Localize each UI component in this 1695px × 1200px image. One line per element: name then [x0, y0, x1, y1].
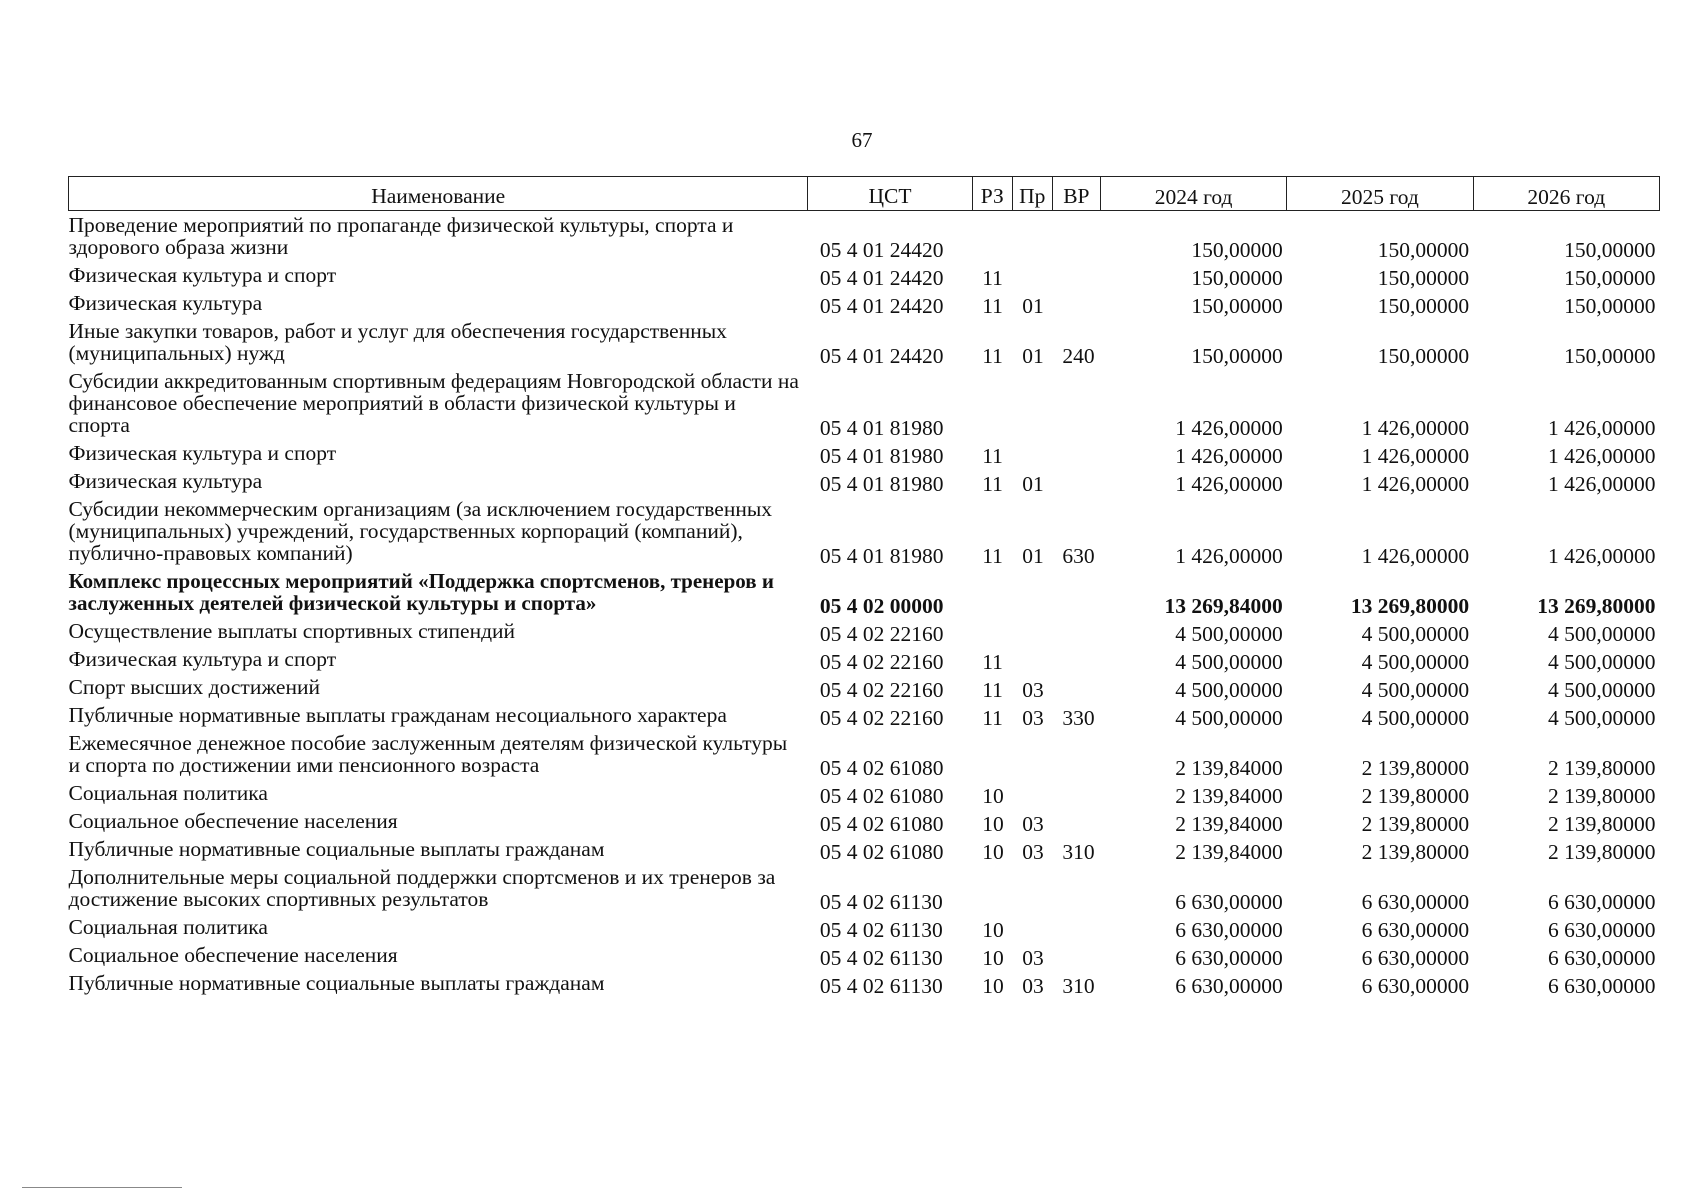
cell-cst: 05 4 01 24420: [819, 266, 944, 290]
cell-pr: [1012, 863, 1052, 913]
cell-name: Дополнительные меры социальной поддержки спортсменов и их тренеров за достижение высоких спортивных результатов: [68, 865, 776, 911]
cell-y2024: 1 426,00000: [1175, 544, 1283, 568]
cell-pr: 03: [1022, 678, 1044, 702]
cell-pr: 01: [1022, 472, 1044, 496]
cell-vr: [1052, 367, 1100, 439]
cell-y2025: 6 630,00000: [1361, 890, 1470, 914]
table-row: [69, 673, 1660, 701]
cell-name: Иные закупки товаров, работ и услуг для обеспечения государственных (муниципальных) нужд: [68, 319, 727, 365]
cell-y2024: 150,00000: [1191, 238, 1283, 262]
cell-cst: 05 4 01 81980: [819, 444, 944, 468]
cell-pr: 03: [1022, 946, 1044, 970]
scan-edge-line: [22, 1187, 182, 1188]
table-row: [69, 969, 1660, 997]
table-row: [69, 495, 1660, 567]
cell-pr: 03: [1022, 840, 1044, 864]
cell-name: Публичные нормативные социальные выплаты гражданам: [68, 971, 605, 995]
cell-y2024: 1 426,00000: [1175, 472, 1283, 496]
cell-y2025: 4 500,00000: [1361, 650, 1470, 674]
cell-name: Социальная политика: [68, 915, 268, 939]
cell-rz: 11: [982, 472, 1003, 496]
cell-vr: [1052, 941, 1100, 969]
cell-pr: [1012, 645, 1052, 673]
cell-y2026: 1 426,00000: [1548, 444, 1656, 468]
cell-rz: [972, 729, 1012, 779]
cell-rz: 11: [982, 344, 1003, 368]
table-body: [69, 211, 1660, 998]
cell-y2024: 4 500,00000: [1175, 706, 1283, 730]
cell-name: Физическая культура: [68, 469, 263, 493]
cell-y2024: 6 630,00000: [1175, 974, 1283, 998]
cell-pr: [1012, 567, 1052, 617]
cell-rz: [972, 367, 1012, 439]
cell-y2026: 150,00000: [1564, 238, 1656, 262]
cell-rz: 11: [982, 706, 1003, 730]
cell-y2026: 1 426,00000: [1548, 544, 1656, 568]
cell-rz: 10: [982, 974, 1004, 998]
cell-pr: 01: [1022, 344, 1044, 368]
table-row: [69, 645, 1660, 673]
cell-y2025: 2 139,80000: [1361, 756, 1470, 780]
cell-vr: 630: [1062, 544, 1095, 568]
cell-vr: 240: [1062, 344, 1095, 368]
cell-pr: 03: [1022, 812, 1044, 836]
cell-cst: 05 4 02 22160: [819, 678, 944, 702]
cell-pr: [1012, 211, 1052, 262]
cell-pr: [1012, 729, 1052, 779]
cell-pr: [1012, 617, 1052, 645]
cell-name: Физическая культура и спорт: [68, 441, 337, 465]
cell-y2026: 6 630,00000: [1548, 918, 1656, 942]
table-row: [69, 289, 1660, 317]
cell-pr: 01: [1022, 544, 1044, 568]
cell-y2025: 4 500,00000: [1361, 622, 1470, 646]
table-row: [69, 617, 1660, 645]
table-row: [69, 439, 1660, 467]
table-row: [69, 467, 1660, 495]
cell-name: Публичные нормативные социальные выплаты гражданам: [68, 837, 605, 861]
cell-rz: 10: [982, 784, 1004, 808]
cell-name: Проведение мероприятий по пропаганде физической культуры, спорта и здорового образа жизни: [68, 213, 734, 259]
table-row: [69, 863, 1660, 913]
cell-vr: [1052, 289, 1100, 317]
cell-y2025: 150,00000: [1377, 344, 1470, 368]
cell-y2026: 150,00000: [1564, 266, 1656, 290]
table-row: [69, 567, 1660, 617]
cell-rz: 10: [982, 812, 1004, 836]
table-row: [69, 913, 1660, 941]
cell-vr: [1052, 467, 1100, 495]
table-row: [69, 729, 1660, 779]
cell-pr: 03: [1022, 974, 1044, 998]
table-row: [69, 261, 1660, 289]
cell-cst: 05 4 02 61080: [819, 784, 944, 808]
cell-name: Социальное обеспечение населения: [68, 943, 398, 967]
cell-rz: [972, 211, 1012, 262]
cell-cst: 05 4 02 61130: [819, 946, 943, 970]
cell-vr: 310: [1062, 840, 1095, 864]
cell-y2026: 6 630,00000: [1548, 946, 1656, 970]
cell-pr: [1012, 913, 1052, 941]
cell-y2024: 4 500,00000: [1175, 650, 1283, 674]
cell-cst: 05 4 01 24420: [819, 344, 944, 368]
cell-y2025: 150,00000: [1377, 266, 1470, 290]
header-rz: РЗ: [972, 177, 1012, 211]
table-row: [69, 701, 1660, 729]
cell-vr: [1052, 913, 1100, 941]
cell-y2026: 2 139,80000: [1548, 756, 1656, 780]
cell-y2024: 150,00000: [1191, 294, 1283, 318]
header-2026: 2026 год: [1473, 177, 1659, 211]
cell-vr: [1052, 729, 1100, 779]
cell-rz: 10: [982, 840, 1004, 864]
cell-rz: 10: [982, 918, 1004, 942]
cell-y2026: 150,00000: [1564, 344, 1656, 368]
cell-cst: 05 4 02 61130: [819, 974, 943, 998]
cell-rz: [972, 863, 1012, 913]
cell-y2024: 2 139,84000: [1175, 812, 1283, 836]
cell-name: Осуществление выплаты спортивных стипендий: [68, 619, 516, 643]
cell-y2026: 2 139,80000: [1548, 784, 1656, 808]
cell-pr: 01: [1022, 294, 1044, 318]
cell-y2024: 4 500,00000: [1175, 678, 1283, 702]
cell-vr: 310: [1062, 974, 1095, 998]
budget-table: [68, 176, 1660, 997]
cell-y2025: 4 500,00000: [1361, 678, 1470, 702]
table-header: [69, 177, 1660, 211]
cell-y2025: 2 139,80000: [1361, 812, 1470, 836]
cell-rz: 11: [982, 544, 1003, 568]
cell-cst: 05 4 02 61080: [819, 840, 944, 864]
cell-name: Ежемесячное денежное пособие заслуженным деятелям физической культуры и спорта по достижении ими пенсионного возраста: [68, 731, 788, 777]
cell-cst: 05 4 01 81980: [819, 416, 944, 440]
cell-cst: 05 4 01 24420: [819, 238, 944, 262]
cell-cst: 05 4 01 81980: [819, 472, 944, 496]
cell-y2024: 6 630,00000: [1175, 890, 1283, 914]
cell-y2024: 1 426,00000: [1175, 444, 1283, 468]
cell-name: Физическая культура и спорт: [68, 263, 337, 287]
cell-name: Спорт высших достижений: [68, 675, 320, 699]
cell-rz: [972, 567, 1012, 617]
cell-y2025: 13 269,80000: [1350, 594, 1470, 618]
cell-y2025: 1 426,00000: [1361, 544, 1470, 568]
header-cst: ЦСТ: [808, 177, 972, 211]
cell-rz: 11: [982, 650, 1003, 674]
cell-y2026: 6 630,00000: [1548, 974, 1656, 998]
cell-cst: 05 4 02 61130: [819, 918, 943, 942]
cell-pr: [1012, 367, 1052, 439]
table-row: [69, 835, 1660, 863]
cell-y2026: 6 630,00000: [1548, 890, 1656, 914]
cell-y2025: 150,00000: [1377, 238, 1470, 262]
cell-cst: 05 4 01 24420: [819, 294, 944, 318]
cell-y2024: 2 139,84000: [1175, 840, 1283, 864]
cell-rz: 11: [982, 294, 1003, 318]
cell-name: Субсидии некоммерческим организациям (за исключением государственных (муниципальных) учреждений, государственных корпораций (компаний), публично-правовых компаний): [68, 497, 773, 565]
cell-name: Физическая культура и спорт: [68, 647, 337, 671]
table-row: [69, 779, 1660, 807]
cell-y2026: 2 139,80000: [1548, 812, 1656, 836]
table-row: [69, 367, 1660, 439]
cell-y2024: 2 139,84000: [1175, 756, 1283, 780]
cell-y2024: 2 139,84000: [1175, 784, 1283, 808]
cell-y2026: 4 500,00000: [1548, 706, 1656, 730]
cell-y2024: 4 500,00000: [1175, 622, 1283, 646]
cell-vr: [1052, 779, 1100, 807]
cell-pr: [1012, 261, 1052, 289]
cell-y2026: 150,00000: [1564, 294, 1656, 318]
cell-y2024: 150,00000: [1191, 344, 1283, 368]
table-row: [69, 941, 1660, 969]
header-name: Наименование: [69, 177, 808, 211]
cell-y2024: 150,00000: [1191, 266, 1283, 290]
cell-y2026: 1 426,00000: [1548, 416, 1656, 440]
cell-pr: [1012, 439, 1052, 467]
cell-y2026: 4 500,00000: [1548, 650, 1656, 674]
cell-y2025: 150,00000: [1377, 294, 1470, 318]
cell-cst: 05 4 02 22160: [819, 622, 944, 646]
cell-rz: 11: [982, 266, 1003, 290]
cell-y2025: 1 426,00000: [1361, 472, 1470, 496]
header-pr: Пр: [1012, 177, 1052, 211]
cell-rz: [972, 617, 1012, 645]
cell-y2025: 6 630,00000: [1361, 946, 1470, 970]
cell-name: Социальное обеспечение населения: [68, 809, 398, 833]
cell-rz: 11: [982, 444, 1003, 468]
cell-cst: 05 4 02 61080: [819, 812, 944, 836]
cell-y2026: 4 500,00000: [1548, 678, 1656, 702]
cell-y2024: 6 630,00000: [1175, 918, 1283, 942]
cell-y2025: 4 500,00000: [1361, 706, 1470, 730]
cell-vr: 330: [1062, 706, 1095, 730]
header-2025: 2025 год: [1287, 177, 1473, 211]
cell-vr: [1052, 567, 1100, 617]
header-vr: ВР: [1052, 177, 1100, 211]
cell-y2024: 13 269,84000: [1164, 594, 1283, 618]
cell-name: Публичные нормативные выплаты гражданам несоциального характера: [68, 703, 727, 727]
cell-cst: 05 4 02 61080: [819, 756, 944, 780]
cell-y2025: 2 139,80000: [1361, 784, 1470, 808]
page-number: 67: [851, 128, 873, 152]
cell-name: Социальная политика: [68, 781, 268, 805]
cell-vr: [1052, 645, 1100, 673]
cell-rz: 10: [982, 946, 1004, 970]
cell-y2024: 6 630,00000: [1175, 946, 1283, 970]
cell-y2025: 2 139,80000: [1361, 840, 1470, 864]
cell-name: Физическая культура: [68, 291, 263, 315]
cell-pr: [1012, 779, 1052, 807]
header-2024: 2024 год: [1100, 177, 1286, 211]
cell-cst: 05 4 02 61130: [819, 890, 943, 914]
cell-vr: [1052, 807, 1100, 835]
table-row: [69, 317, 1660, 367]
cell-y2026: 2 139,80000: [1548, 840, 1656, 864]
cell-vr: [1052, 673, 1100, 701]
cell-vr: [1052, 617, 1100, 645]
cell-y2025: 1 426,00000: [1361, 416, 1470, 440]
cell-vr: [1052, 261, 1100, 289]
cell-vr: [1052, 439, 1100, 467]
cell-vr: [1052, 211, 1100, 262]
cell-y2026: 1 426,00000: [1548, 472, 1656, 496]
cell-vr: [1052, 863, 1100, 913]
cell-pr: 03: [1022, 706, 1044, 730]
cell-cst: 05 4 02 22160: [819, 706, 944, 730]
table-row: [69, 807, 1660, 835]
cell-y2025: 6 630,00000: [1361, 918, 1470, 942]
cell-cst: 05 4 02 00000: [819, 594, 944, 618]
cell-y2024: 1 426,00000: [1175, 416, 1283, 440]
cell-name: Комплекс процессных мероприятий «Поддержка спортсменов, тренеров и заслуженных деятелей физической культуры и спорта»: [68, 569, 774, 615]
cell-cst: 05 4 01 81980: [819, 544, 944, 568]
table-row: [69, 211, 1660, 262]
cell-y2025: 6 630,00000: [1361, 974, 1470, 998]
cell-y2025: 1 426,00000: [1361, 444, 1470, 468]
cell-y2026: 13 269,80000: [1537, 594, 1656, 618]
cell-rz: 11: [982, 678, 1003, 702]
cell-name: Субсидии аккредитованным спортивным федерациям Новгородской области на финансовое обеспечение мероприятий в области физической культуры и спорта: [68, 369, 799, 437]
cell-cst: 05 4 02 22160: [819, 650, 944, 674]
cell-y2026: 4 500,00000: [1548, 622, 1656, 646]
